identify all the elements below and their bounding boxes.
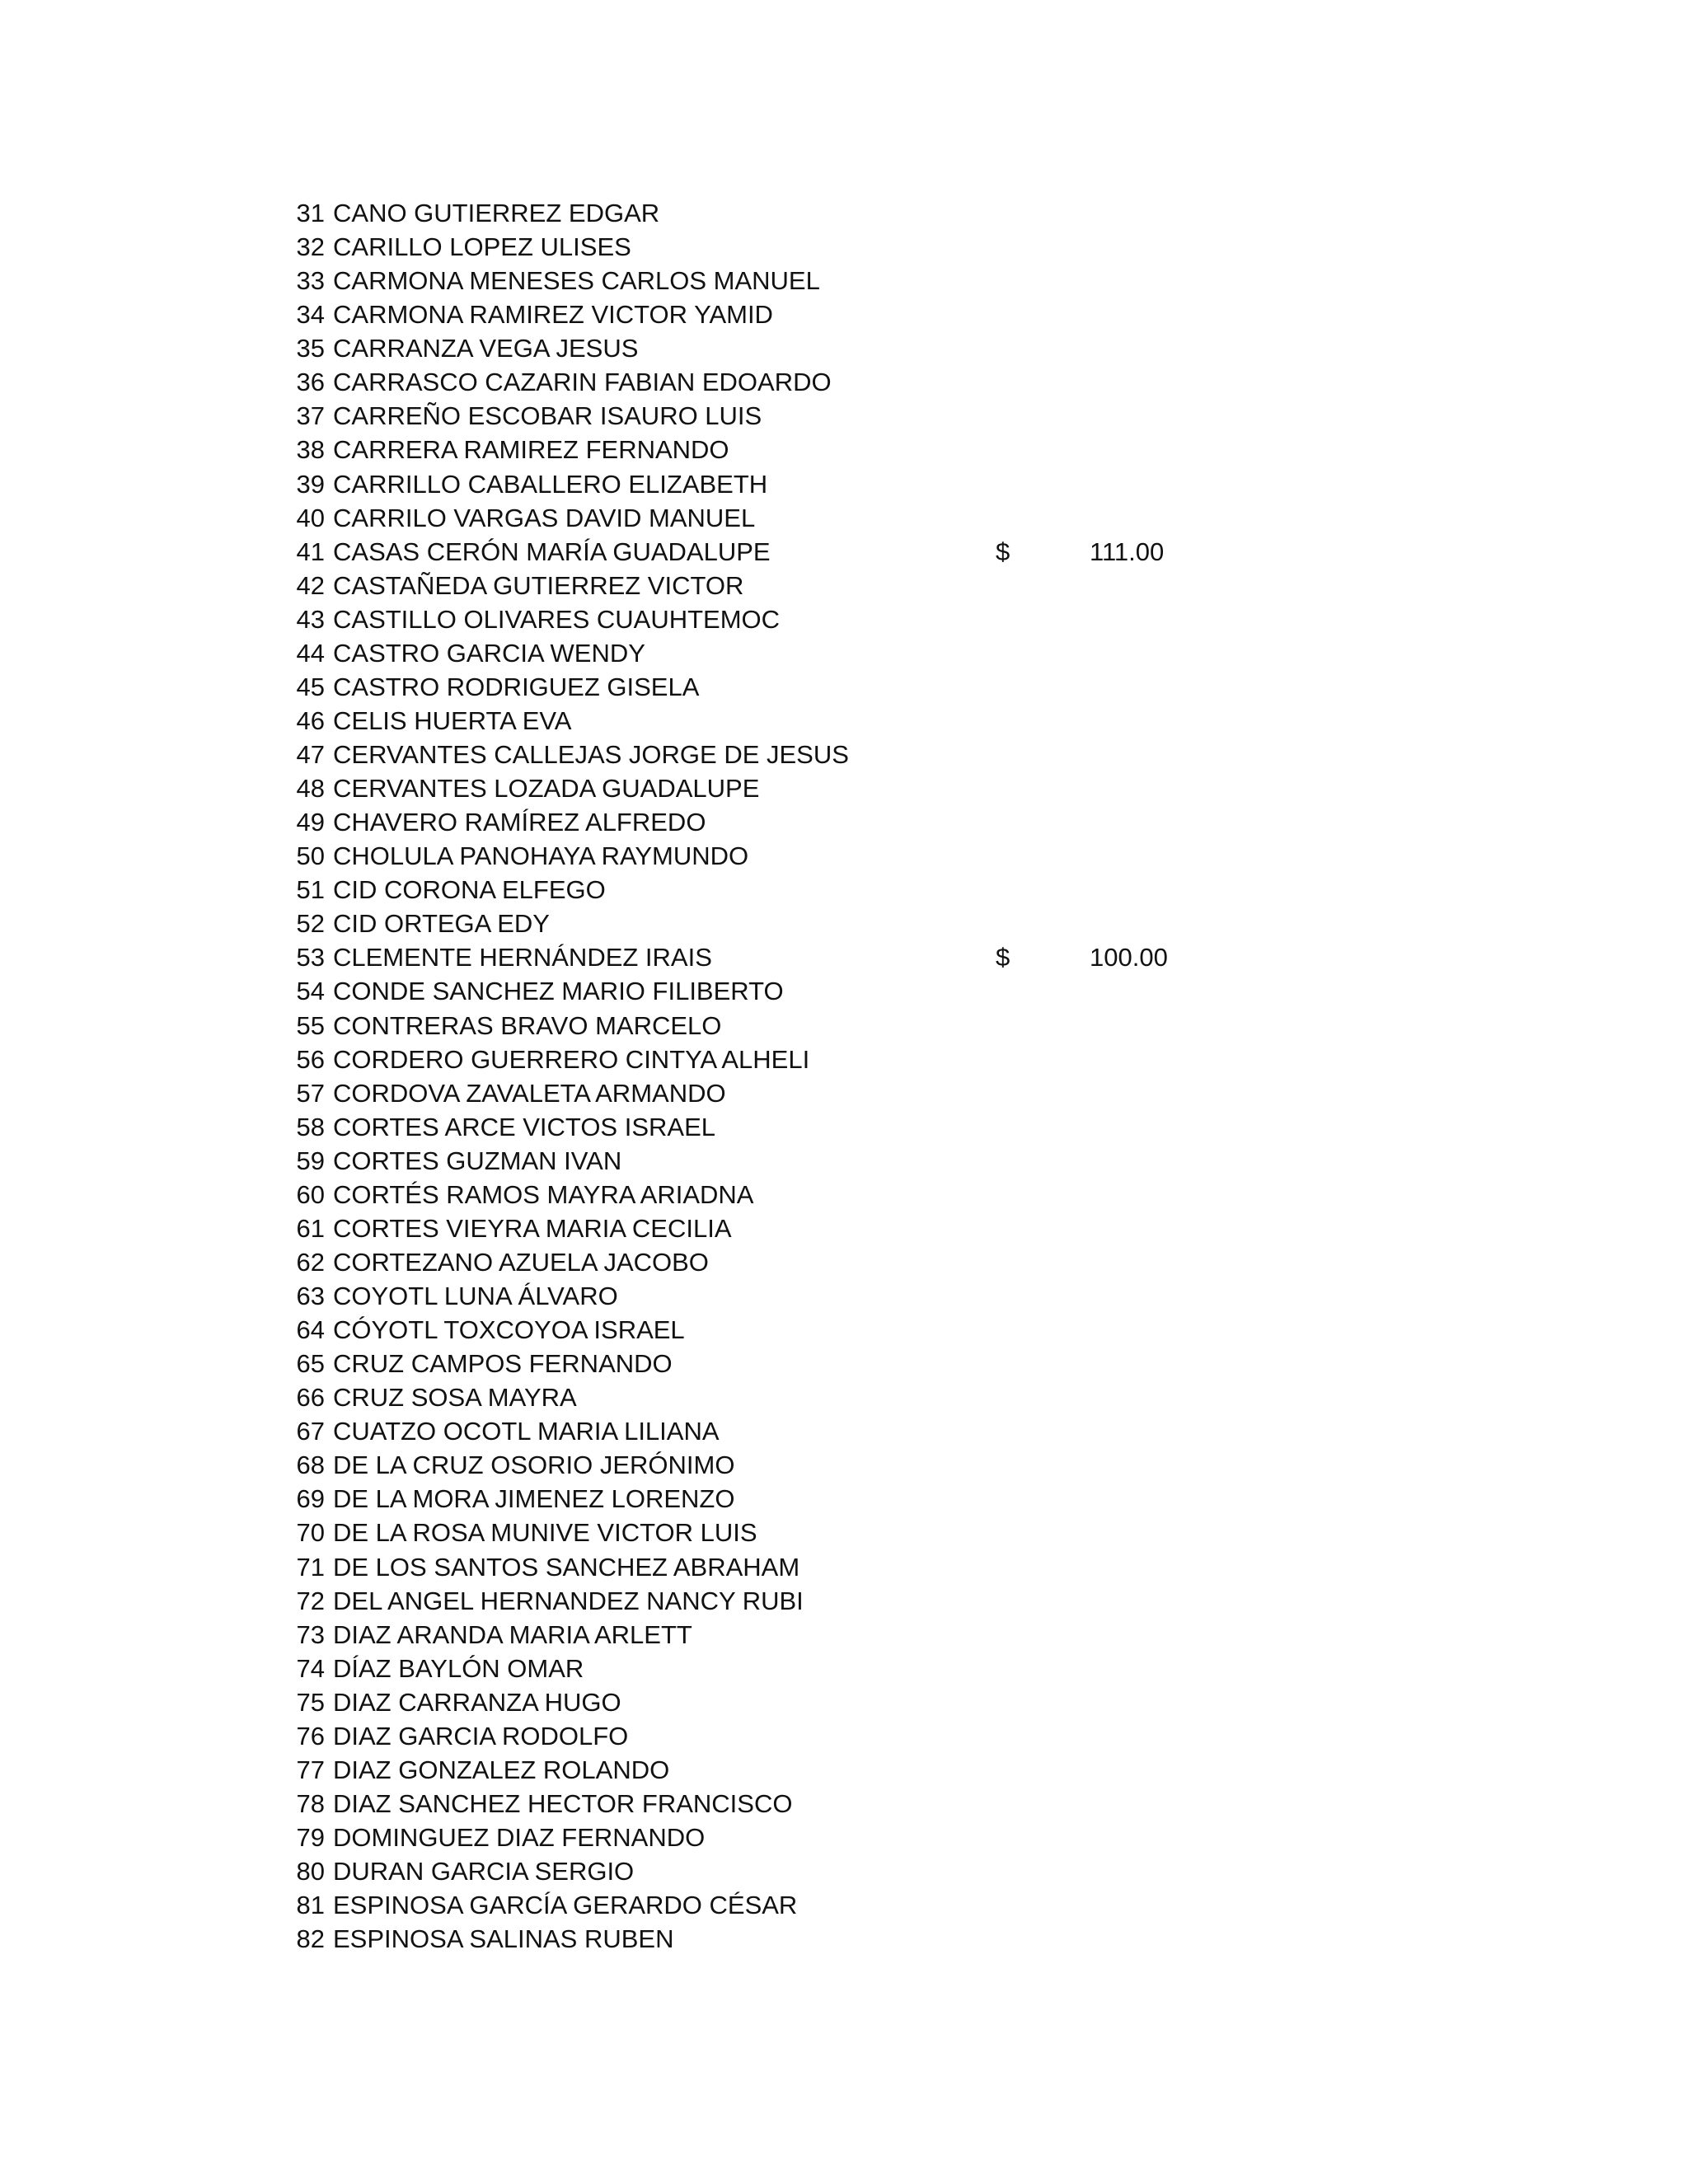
row-name: DIAZ GONZALEZ ROLANDO [333, 1755, 670, 1784]
list-item [292, 1076, 1198, 1110]
row-name: ESPINOSA SALINAS RUBEN [333, 1924, 674, 1954]
row-name: CID CORONA ELFEGO [333, 875, 606, 905]
list-item [292, 1922, 1198, 1956]
list-item [292, 704, 1198, 738]
row-number: 51 [296, 875, 325, 905]
row-name: CÓYOTL TOXCOYOA ISRAEL [333, 1315, 685, 1345]
list-item [292, 974, 1198, 1008]
row-name: DEL ANGEL HERNANDEZ NANCY RUBI [333, 1586, 804, 1615]
list-item [292, 467, 1198, 501]
list-item [292, 365, 1198, 399]
row-name: CERVANTES LOZADA GUADALUPE [333, 774, 760, 804]
row-number: 79 [296, 1823, 325, 1852]
row-number: 35 [296, 334, 325, 363]
row-number: 81 [296, 1891, 325, 1920]
row-name: CARRILO VARGAS DAVID MANUEL [333, 503, 756, 532]
row-name: CASTRO RODRIGUEZ GISELA [333, 672, 700, 701]
list-item [292, 738, 1198, 771]
list-item [292, 1584, 1198, 1618]
row-number: 38 [296, 435, 325, 465]
row-name: CASTILLO OLIVARES CUAUHTEMOC [333, 604, 781, 634]
row-amount: 100.00 [1090, 943, 1168, 972]
row-number: 75 [296, 1687, 325, 1717]
row-name: DE LA MORA JIMENEZ LORENZO [333, 1484, 735, 1514]
row-number: 77 [296, 1755, 325, 1784]
row-name: DIAZ SANCHEZ HECTOR FRANCISCO [333, 1788, 793, 1818]
row-amount: 111.00 [1090, 537, 1165, 566]
row-number: 41 [296, 537, 325, 566]
list-item [292, 331, 1198, 365]
list-item [292, 1009, 1198, 1043]
row-number: 64 [296, 1315, 325, 1345]
row-name: CONTRERAS BRAVO MARCELO [333, 1010, 722, 1040]
row-number: 67 [296, 1417, 325, 1446]
row-name: DE LOS SANTOS SANCHEZ ABRAHAM [333, 1552, 800, 1582]
row-name: CANO GUTIERREZ EDGAR [333, 199, 660, 227]
row-number: 49 [296, 808, 325, 837]
row-name: DIAZ GARCIA RODOLFO [333, 1721, 629, 1750]
row-name: CARRERA RAMIREZ FERNANDO [333, 435, 729, 465]
list-item [292, 1212, 1198, 1245]
row-name: CARREÑO ESCOBAR ISAURO LUIS [333, 401, 762, 431]
row-name: CORTEZANO AZUELA JACOBO [333, 1247, 709, 1277]
row-name: CELIS HUERTA EVA [333, 705, 572, 735]
list-item [292, 1719, 1198, 1753]
row-number: 57 [296, 1078, 325, 1108]
currency-symbol: $ [996, 537, 1010, 566]
list-item [292, 196, 1198, 230]
row-name: CARMONA MENESES CARLOS MANUEL [333, 266, 820, 296]
row-number: 45 [296, 672, 325, 701]
row-number: 53 [296, 943, 325, 972]
row-name: CARRASCO CAZARIN FABIAN EDOARDO [333, 368, 832, 397]
row-number: 69 [296, 1484, 325, 1514]
row-number: 61 [296, 1213, 325, 1243]
row-name: CORDOVA ZAVALETA ARMANDO [333, 1078, 726, 1108]
row-name: CID ORTEGA EDY [333, 909, 550, 939]
row-number: 65 [296, 1349, 325, 1379]
list-item [292, 1482, 1198, 1516]
row-number: 54 [296, 977, 325, 1006]
row-name: CRUZ CAMPOS FERNANDO [333, 1349, 673, 1379]
row-name: CASTRO GARCIA WENDY [333, 638, 645, 668]
row-number: 46 [296, 705, 325, 735]
list-item [292, 1110, 1198, 1144]
list-item [292, 298, 1198, 331]
row-name: DÍAZ BAYLÓN OMAR [333, 1653, 584, 1683]
list-item [292, 433, 1198, 466]
list-item [292, 1347, 1198, 1380]
list-item [292, 670, 1198, 704]
list-item [292, 1043, 1198, 1076]
list-item [292, 1787, 1198, 1821]
list-item [292, 1652, 1198, 1685]
row-name: CARRILLO CABALLERO ELIZABETH [333, 469, 768, 499]
list-item [292, 940, 1198, 974]
row-number: 39 [296, 469, 325, 499]
row-number: 32 [296, 232, 325, 262]
row-name: CORTES VIEYRA MARIA CECILIA [333, 1213, 732, 1243]
list-item [292, 1380, 1198, 1414]
row-number: 44 [296, 638, 325, 668]
row-name: CERVANTES CALLEJAS JORGE DE JESUS [333, 740, 849, 769]
list-item [292, 839, 1198, 873]
row-name: CASTAÑEDA GUTIERREZ VICTOR [333, 570, 744, 600]
row-number: 80 [296, 1857, 325, 1886]
row-number: 73 [296, 1619, 325, 1649]
row-number: 48 [296, 774, 325, 804]
list-item [292, 230, 1198, 264]
row-number: 34 [296, 300, 325, 330]
list-item [292, 1313, 1198, 1347]
list-item [292, 501, 1198, 535]
name-list [292, 196, 1198, 1956]
row-name: DIAZ CARRANZA HUGO [333, 1687, 621, 1717]
row-number: 78 [296, 1788, 325, 1818]
row-number: 31 [296, 199, 325, 227]
row-name: CONDE SANCHEZ MARIO FILIBERTO [333, 977, 784, 1006]
row-name: CRUZ SOSA MAYRA [333, 1383, 577, 1413]
row-number: 52 [296, 909, 325, 939]
list-item [292, 1279, 1198, 1313]
list-item [292, 264, 1198, 298]
row-number: 63 [296, 1282, 325, 1310]
list-item [292, 1414, 1198, 1448]
list-item [292, 1618, 1198, 1652]
list-item [292, 602, 1198, 636]
row-name: CORDERO GUERRERO CINTYA ALHELI [333, 1044, 810, 1074]
list-item [292, 1448, 1198, 1482]
list-item [292, 1516, 1198, 1549]
row-name: DIAZ ARANDA MARIA ARLETT [333, 1619, 692, 1649]
row-number: 59 [296, 1146, 325, 1175]
row-name: DE LA ROSA MUNIVE VICTOR LUIS [333, 1518, 757, 1548]
row-number: 40 [296, 503, 325, 532]
row-name: CARILLO LOPEZ ULISES [333, 232, 631, 262]
list-item [292, 907, 1198, 940]
row-name: CORTES ARCE VICTOS ISRAEL [333, 1112, 715, 1141]
list-item [292, 1144, 1198, 1178]
row-name: CLEMENTE HERNÁNDEZ IRAIS [333, 943, 712, 972]
row-number: 66 [296, 1383, 325, 1413]
row-number: 47 [296, 740, 325, 769]
list-item [292, 1821, 1198, 1854]
list-item [292, 805, 1198, 839]
row-name: CORTÉS RAMOS MAYRA ARIADNA [333, 1179, 754, 1209]
row-number: 82 [296, 1924, 325, 1954]
list-item [292, 569, 1198, 602]
list-item [292, 1685, 1198, 1719]
list-item [292, 1854, 1198, 1888]
list-item [292, 1888, 1198, 1922]
list-item [292, 535, 1198, 569]
row-number: 74 [296, 1653, 325, 1683]
row-name: DURAN GARCIA SERGIO [333, 1857, 635, 1886]
list-item [292, 1178, 1198, 1212]
row-name: DE LA CRUZ OSORIO JERÓNIMO [333, 1451, 735, 1480]
row-name: CARMONA RAMIREZ VICTOR YAMID [333, 300, 773, 330]
row-number: 56 [296, 1044, 325, 1074]
row-number: 36 [296, 368, 325, 397]
list-item [292, 1753, 1198, 1787]
list-item [292, 873, 1198, 907]
row-number: 42 [296, 570, 325, 600]
row-name: CARRANZA VEGA JESUS [333, 334, 639, 363]
row-number: 50 [296, 841, 325, 871]
row-number: 33 [296, 266, 325, 296]
row-number: 72 [296, 1586, 325, 1615]
list-item [292, 1550, 1198, 1584]
row-name: CUATZO OCOTL MARIA LILIANA [333, 1417, 720, 1446]
currency-symbol: $ [996, 943, 1010, 972]
list-item [292, 636, 1198, 670]
row-number: 60 [296, 1179, 325, 1209]
row-number: 70 [296, 1518, 325, 1548]
list-item [292, 1245, 1198, 1279]
row-name: DOMINGUEZ DIAZ FERNANDO [333, 1823, 706, 1852]
row-number: 37 [296, 401, 325, 431]
row-number: 68 [296, 1451, 325, 1480]
row-number: 58 [296, 1112, 325, 1141]
row-number: 43 [296, 604, 325, 634]
row-number: 62 [296, 1247, 325, 1277]
row-name: CHOLULA PANOHAYA RAYMUNDO [333, 841, 749, 871]
list-item [292, 771, 1198, 805]
list-item [292, 399, 1198, 433]
row-name: ESPINOSA GARCÍA GERARDO CÉSAR [333, 1891, 798, 1920]
row-name: CASAS CERÓN MARÍA GUADALUPE [333, 537, 771, 566]
row-name: CHAVERO RAMÍREZ ALFREDO [333, 808, 706, 837]
row-name: COYOTL LUNA ÁLVARO [333, 1282, 618, 1310]
row-number: 76 [296, 1721, 325, 1750]
row-name: CORTES GUZMAN IVAN [333, 1146, 622, 1175]
row-number: 55 [296, 1010, 325, 1040]
row-number: 71 [296, 1552, 325, 1582]
